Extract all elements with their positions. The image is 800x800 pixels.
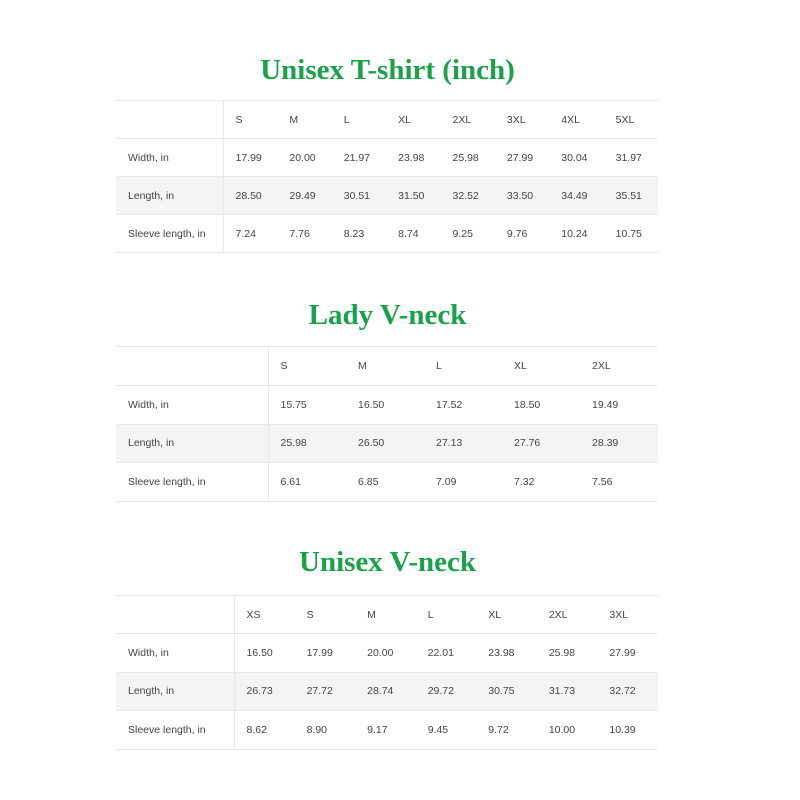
row-label: Sleeve length, in xyxy=(116,215,223,253)
table-cell: 30.51 xyxy=(343,189,371,202)
table-cell: 27.13 xyxy=(436,437,463,450)
size-header: L xyxy=(436,360,442,372)
row-label: Sleeve length, in xyxy=(116,711,234,750)
size-header: L xyxy=(427,608,434,621)
table-header-row xyxy=(116,347,658,386)
table-row xyxy=(116,711,658,750)
lady-vneck-size-table xyxy=(116,346,658,502)
table-cell: 20.00 xyxy=(367,646,394,659)
table-cell: 25.98 xyxy=(280,437,307,450)
table-header-row xyxy=(116,101,658,139)
table-cell: 31.73 xyxy=(548,685,576,698)
size-header: S xyxy=(306,608,314,621)
table-row xyxy=(116,139,658,177)
table-cell: 35.51 xyxy=(615,189,642,202)
table-cell: 8.74 xyxy=(398,227,419,240)
lady-vneck-title: Lady V-neck xyxy=(308,299,467,331)
size-header: XL xyxy=(488,608,502,621)
table-cell: 8.23 xyxy=(343,227,365,240)
table-row xyxy=(116,215,658,253)
table-cell: 10.00 xyxy=(548,723,576,736)
table-cell: 23.98 xyxy=(398,151,425,164)
size-header: 2XL xyxy=(592,360,611,372)
table-cell: 7.56 xyxy=(592,475,613,488)
table-cell: 32.52 xyxy=(452,189,479,202)
table-cell: 30.04 xyxy=(561,151,588,164)
size-header: 2XL xyxy=(452,113,472,126)
table-cell: 18.50 xyxy=(514,398,541,411)
table-cell: 31.97 xyxy=(615,151,642,164)
table-cell: 29.72 xyxy=(427,685,454,698)
table-row xyxy=(116,177,658,215)
table-cell: 8.90 xyxy=(306,723,327,736)
row-label: Length, in xyxy=(116,177,223,215)
row-label: Width, in xyxy=(116,386,268,425)
table-cell: 6.61 xyxy=(280,475,301,488)
row-label: Length, in xyxy=(116,424,268,463)
table-cell: 20.00 xyxy=(289,151,316,164)
table-cell: 27.99 xyxy=(506,151,534,164)
table-cell: 29.49 xyxy=(289,189,316,202)
row-label: Width, in xyxy=(116,634,234,673)
unisex-tshirt-title: Unisex T-shirt (inch) xyxy=(260,54,515,86)
size-header: M xyxy=(289,113,299,126)
unisex-vneck-title: Unisex V-neck xyxy=(299,546,476,578)
table-cell: 28.39 xyxy=(592,437,619,450)
table-cell: 25.98 xyxy=(452,151,479,164)
table-cell: 21.97 xyxy=(343,151,371,164)
table-row xyxy=(116,634,658,673)
table-cell: 17.99 xyxy=(306,646,333,659)
table-cell: 27.72 xyxy=(306,685,333,698)
size-header: 2XL xyxy=(548,608,568,621)
table-cell: 7.76 xyxy=(289,227,310,240)
size-header: M xyxy=(358,360,367,372)
table-row xyxy=(116,386,658,425)
size-header: S xyxy=(280,360,288,372)
size-header: XL xyxy=(514,360,527,372)
table-cell: 10.24 xyxy=(561,227,588,240)
row-label: Length, in xyxy=(116,672,234,711)
table-cell: 7.32 xyxy=(514,475,535,488)
table-cell: 17.99 xyxy=(235,151,262,164)
table-cell: 10.39 xyxy=(609,723,636,736)
table-cell: 30.75 xyxy=(488,685,515,698)
table-cell: 25.98 xyxy=(548,646,576,659)
table-row xyxy=(116,424,658,463)
table-cell: 15.75 xyxy=(280,398,307,411)
table-row xyxy=(116,463,658,502)
size-header: 4XL xyxy=(561,113,580,126)
table-header-row xyxy=(116,596,658,634)
table-cell: 26.73 xyxy=(246,685,273,698)
size-header: S xyxy=(235,113,243,126)
size-header: XL xyxy=(398,113,411,126)
table-cell: 9.76 xyxy=(506,227,528,240)
table-cell: 9.17 xyxy=(367,723,388,736)
table-cell: 27.76 xyxy=(514,437,541,450)
table-cell: 16.50 xyxy=(246,646,273,659)
size-header: M xyxy=(367,608,376,621)
table-cell: 9.45 xyxy=(427,723,449,736)
table-cell: 10.75 xyxy=(615,227,642,240)
table-cell: 27.99 xyxy=(609,646,636,659)
header-corner-cell xyxy=(116,596,234,634)
table-cell: 16.50 xyxy=(358,398,385,411)
table-cell: 7.24 xyxy=(235,227,256,240)
table-cell: 28.50 xyxy=(235,189,262,202)
table-cell: 23.98 xyxy=(488,646,515,659)
unisex-vneck-size-table xyxy=(116,595,658,750)
row-label: Sleeve length, in xyxy=(116,463,268,502)
table-cell: 9.72 xyxy=(488,723,509,736)
table-cell: 26.50 xyxy=(358,437,385,450)
table-cell: 32.72 xyxy=(609,685,636,698)
table-cell: 22.01 xyxy=(427,646,454,659)
size-header: 3XL xyxy=(609,608,629,621)
table-cell: 33.50 xyxy=(506,189,534,202)
table-cell: 31.50 xyxy=(398,189,425,202)
table-row xyxy=(116,672,658,711)
size-header: 3XL xyxy=(506,113,526,126)
header-corner-cell xyxy=(116,347,268,386)
table-cell: 19.49 xyxy=(592,398,619,411)
table-cell: 28.74 xyxy=(367,685,394,698)
size-header: 5XL xyxy=(615,113,635,126)
table-cell: 9.25 xyxy=(452,227,473,240)
unisex-tshirt-size-table xyxy=(116,100,658,253)
table-cell: 6.85 xyxy=(358,475,379,488)
table-cell: 17.52 xyxy=(436,398,463,411)
header-corner-cell xyxy=(116,101,223,139)
row-label: Width, in xyxy=(116,139,223,177)
table-cell: 34.49 xyxy=(561,189,588,202)
size-header: L xyxy=(343,113,350,126)
table-cell: 8.62 xyxy=(246,723,267,736)
size-header: XS xyxy=(246,608,261,621)
table-cell: 7.09 xyxy=(436,475,457,488)
